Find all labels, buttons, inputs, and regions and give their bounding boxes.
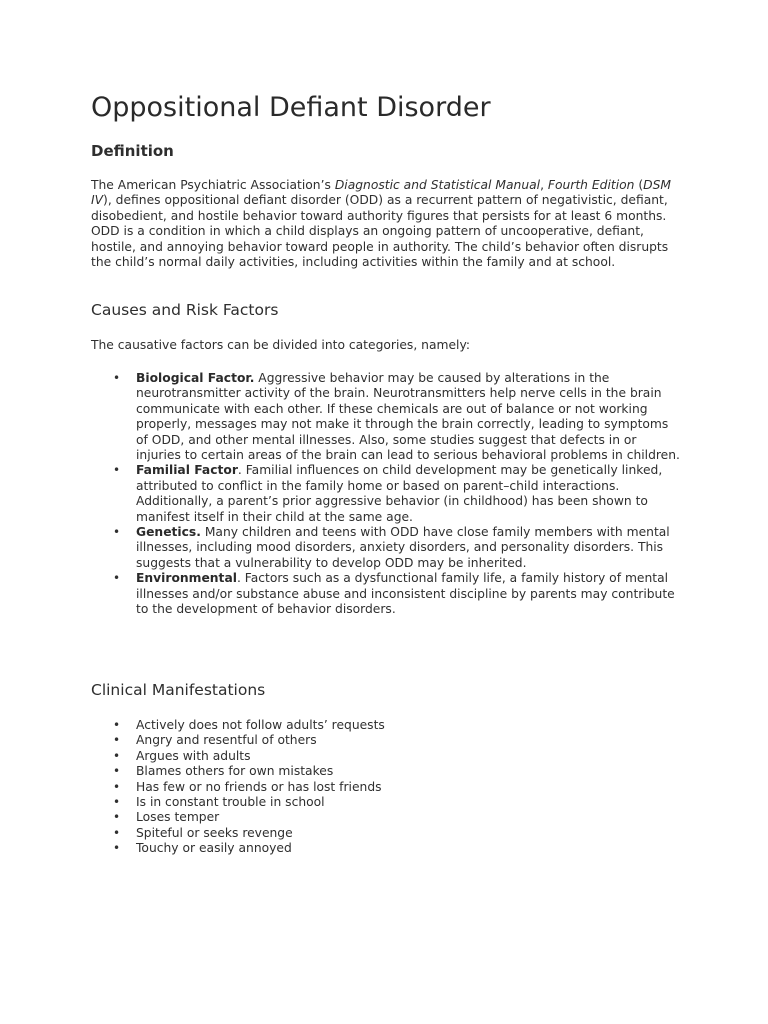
bullet-icon: •	[113, 463, 121, 478]
bullet-icon: •	[113, 571, 121, 586]
list-item	[91, 795, 681, 810]
factor-lead: Genetics.	[136, 525, 201, 540]
symptom-text: Touchy or easily annoyed	[136, 841, 292, 856]
bullet-icon: •	[113, 718, 121, 732]
definition-paragraph	[91, 178, 681, 270]
list-item	[91, 371, 681, 463]
causes-intro: The causative factors can be divided into categories, namely:	[91, 338, 470, 352]
definition-heading: Definition	[91, 142, 174, 160]
bullet-icon: •	[113, 841, 121, 856]
definition-text-part: ), defines oppositional defiant disorder (ODD) as a recurrent pattern of negativistic, defiant, disobedient, and hostile behavior toward authority figures that persists for at least 6 months. ODD is a condition in which a child displays an ongoing pattern of uncooperative, defiant, hostile, and annoying behavior toward people in authority. The child’s behavior often disrupts the child’s normal daily activities, including activities within the family and at school.	[91, 193, 669, 270]
bullet-icon: •	[113, 371, 121, 385]
bullet-icon: •	[113, 825, 121, 840]
symptom-text: Has few or no friends or has lost friends	[136, 779, 382, 794]
list-item	[91, 780, 681, 795]
symptom-text: Angry and resentful of others	[136, 733, 317, 748]
list-item	[91, 749, 681, 764]
symptom-text: Actively does not follow adults’ requests	[136, 718, 385, 732]
list-item	[91, 826, 681, 841]
manual-title: Diagnostic and Statistical Manual	[334, 178, 541, 192]
list-item	[91, 525, 681, 571]
symptom-text: Blames others for own mistakes	[136, 764, 334, 779]
edition-title: Fourth Edition	[547, 178, 635, 192]
dsm-abbreviation: DSM IV	[91, 178, 672, 208]
symptom-text: Loses temper	[136, 810, 220, 825]
bullet-icon: •	[113, 525, 121, 540]
factor-text: . Familial influences on child development may be genetically linked, attributed to conflict in the family home or based on parent–child interactions. Additionally, a parent’s prior aggressive behavior (in childhood) has been shown to manifest itself in their child at the same age.	[136, 463, 663, 524]
factor-text: Aggressive behavior may be caused by alterations in the neurotransmitter activity of the brain. Neurotransmitters help nerve cells in the brain communicate with each other. If these chemicals are out of balance or not working properly, messages may not make it through the brain correctly, leading to symptoms of ODD, and other mental illnesses. Also, some studies suggest that defects in or injuries to certain areas of the brain can lead to serious behavioral problems in children.	[136, 371, 680, 463]
definition-text-part: The American Psychiatric Association’s	[91, 178, 335, 192]
causes-heading: Causes and Risk Factors	[91, 301, 279, 319]
factor-lead: Familial Factor	[136, 463, 238, 478]
factor-text: . Factors such as a dysfunctional family life, a family history of mental illnesses and/or substance abuse and inconsistent discipline by parents may contribute to the development of behavior disorders.	[136, 571, 675, 617]
causes-list	[91, 371, 681, 618]
manifestations-heading: Clinical Manifestations	[91, 681, 266, 699]
bullet-icon: •	[113, 795, 121, 810]
bullet-icon: •	[113, 779, 121, 794]
symptom-text: Argues with adults	[136, 748, 251, 763]
factor-lead: Biological Factor.	[136, 371, 255, 385]
symptom-text: Is in constant trouble in school	[136, 795, 325, 810]
factor-lead: Environmental	[136, 571, 237, 586]
definition-text-part: ,	[540, 178, 548, 192]
bullet-icon: •	[113, 733, 121, 748]
list-item	[91, 764, 681, 779]
bullet-icon: •	[113, 764, 121, 779]
manifestations-list	[91, 718, 681, 857]
factor-text: Many children and teens with ODD have close family members with mental illnesses, including mood disorders, anxiety disorders, and personality disorders. This suggests that a vulnerability to develop ODD may be inherited.	[136, 525, 670, 570]
page-title: Oppositional Defiant Disorder	[91, 92, 491, 123]
list-item	[91, 810, 681, 825]
bullet-icon: •	[113, 748, 121, 763]
list-item	[91, 841, 681, 856]
bullet-icon: •	[113, 810, 121, 825]
list-item	[91, 718, 681, 733]
definition-text-part: (	[634, 178, 644, 192]
symptom-text: Spiteful or seeks revenge	[136, 825, 293, 840]
list-item	[91, 463, 681, 525]
list-item	[91, 733, 681, 748]
list-item	[91, 571, 681, 617]
